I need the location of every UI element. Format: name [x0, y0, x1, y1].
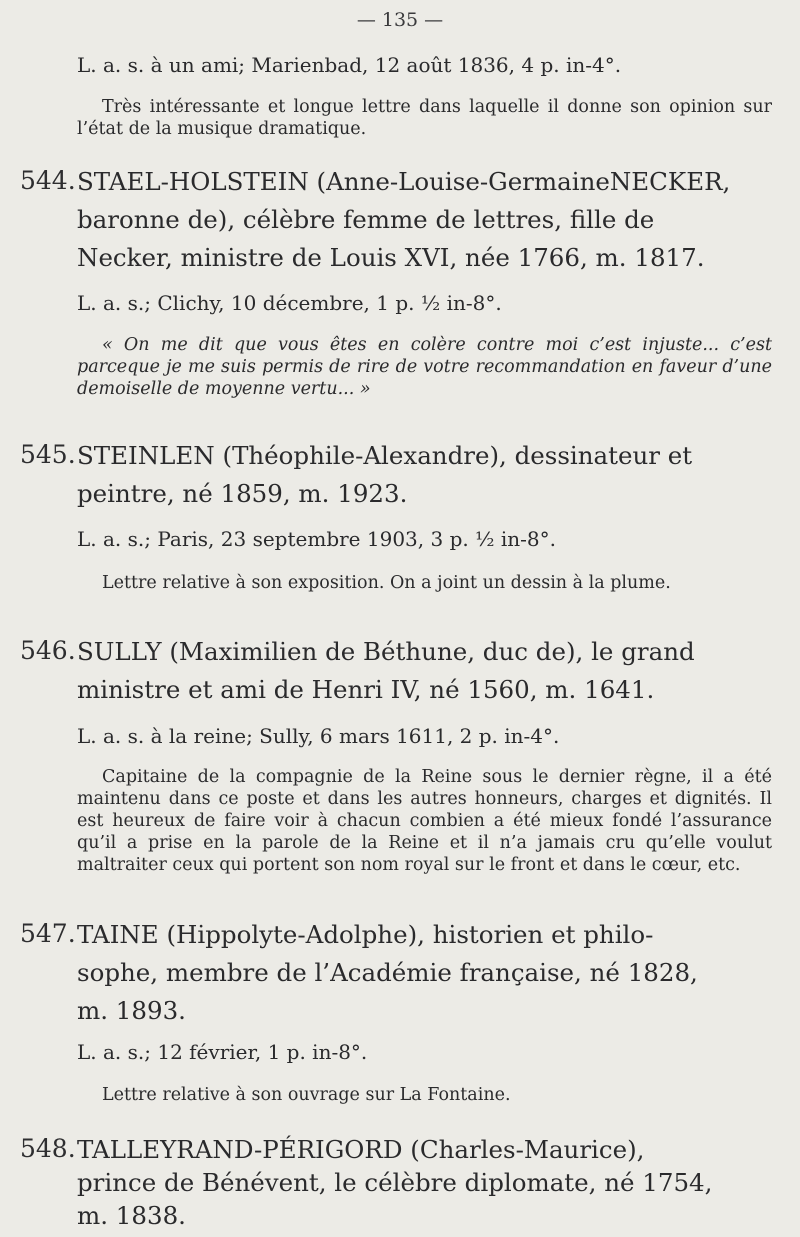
entry-name-line: Necker, ministre de Louis XVI, née 1766, m. 1817.	[77, 243, 705, 272]
entry-number: 548.	[20, 1134, 76, 1163]
entry-letter: L. a. s. à la reine; Sully, 6 mars 1611, 2 p. in-4°.	[77, 724, 560, 748]
entry-description: Lettre relative à son ouvrage sur La Fontaine.	[102, 1085, 511, 1105]
entry-name-line: m. 1838.	[77, 1201, 186, 1230]
entry-name-line: STEINLEN (Théophile-Alexandre), dessinateur et	[77, 441, 693, 470]
entry-number: 545.	[20, 440, 76, 469]
entry-name-line: TAINE (Hippolyte-Adolphe), historien et philo-	[77, 920, 654, 949]
entry-name-line: prince de Bénévent, le célèbre diplomate, né 1754,	[77, 1168, 713, 1197]
entry-number: 546.	[20, 636, 76, 665]
entry-name-line: peintre, né 1859, m. 1923.	[77, 479, 408, 508]
entry-name-line: m. 1893.	[77, 996, 186, 1025]
entry-letter: L. a. s.; Paris, 23 septembre 1903, 3 p. ½ in-8°.	[77, 527, 556, 551]
entry-name-line: ministre et ami de Henri IV, né 1560, m. 1641.	[77, 675, 655, 704]
entry-name-line: STAEL-HOLSTEIN (Anne-Louise-GermaineNECKER,	[77, 167, 731, 196]
entry-letter: L. a. s.; Clichy, 10 décembre, 1 p. ½ in-8°.	[77, 291, 502, 315]
intro-letter: L. a. s. à un ami; Marienbad, 12 août 1836, 4 p. in-4°.	[77, 53, 622, 77]
entry-description: « On me dit que vous êtes en colère contre moi c’est injuste... c’est parceque je me suis permis de rire de votre recommandation en faveur d’une demoiselle de moyenne vertu... »	[77, 335, 772, 399]
entry-name-line: baronne de), célèbre femme de lettres, fille de	[77, 205, 655, 234]
entry-name-line: TALLEYRAND-PÉRIGORD (Charles-Maurice),	[77, 1135, 645, 1164]
entry-letter: L. a. s.; 12 février, 1 p. in-8°.	[77, 1040, 368, 1064]
entry-description: Capitaine de la compagnie de la Reine sous le dernier règne, il a été maintenu dans ce poste et dans les autres honneurs, charges et dignités. Il est heureux de faire voir à chacun combien a été mieux fondé l’assurance qu’il a prise en la parole de la Reine et il n’a jamais cru qu’elle voulut maltraiter ceux qui portent son nom royal sur le front et dans le cœur, etc.	[77, 767, 772, 875]
page-number: — 135 —	[356, 9, 444, 31]
entry-name-line: SULLY (Maximilien de Béthune, duc de), le grand	[77, 637, 695, 666]
entry-number: 547.	[20, 919, 76, 948]
intro-description: Très intéressante et longue lettre dans laquelle il donne son opinion sur l’état de la musique dramatique.	[77, 97, 772, 139]
entry-number: 544.	[20, 166, 76, 195]
entry-description: Lettre relative à son exposition. On a joint un dessin à la plume.	[102, 573, 671, 593]
entry-name-line: sophe, membre de l’Académie française, né 1828,	[77, 958, 698, 987]
